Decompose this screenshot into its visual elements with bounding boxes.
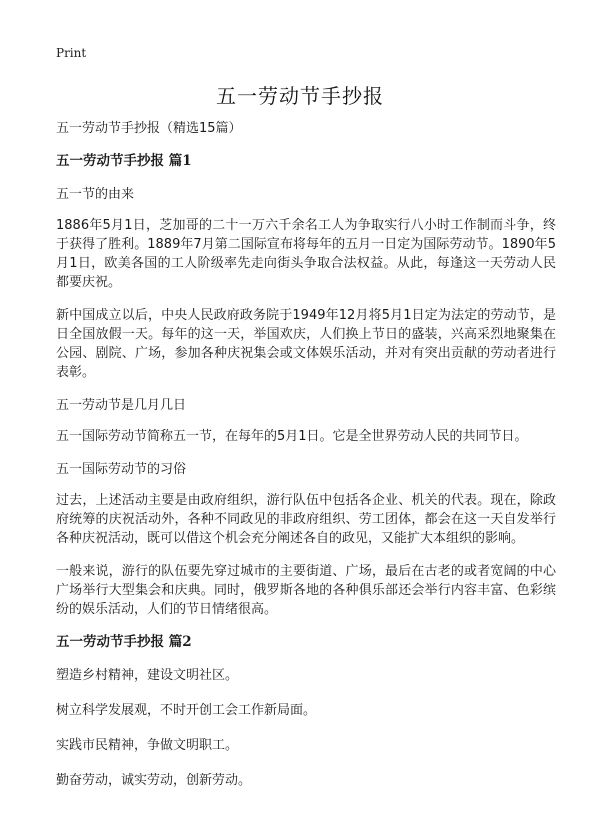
section-heading-number: 篇1 <box>168 153 192 169</box>
section-heading-number: 篇2 <box>168 634 192 650</box>
page-title: 五一劳动节手抄报 <box>216 84 384 108</box>
paragraph-date: 五一国际劳动节简称五一节，在每年的5月1日。它是全世界劳动人民的共同节日。 <box>56 429 528 444</box>
subheading-custom: 五一国际劳动节的习俗 <box>56 462 187 477</box>
section-heading-text: 五一劳动节手抄报 <box>56 634 169 650</box>
subheading-origin: 五一节的由来 <box>56 187 135 202</box>
article-body <box>56 119 556 806</box>
paragraph-origin-2: 新中国成立以后，中央人民政府政务院于1949年12月将5月1日定为法定的劳动节，是日全国放假一天。每年的这一天，举国欢庆，人们换上节日的盛装，兴高采烈地聚集在公园、剧院、广场，参加各种庆祝集会或文体娱乐活动，并对有突出贡献的劳动者进行表彰。 <box>56 308 556 380</box>
slogan-item: 塑造乡村精神，建设文明社区。 <box>56 668 239 683</box>
print-link[interactable]: Print <box>56 46 87 60</box>
paragraph-custom-1: 过去，上述活动主要是由政府组织，游行队伍中包括各企业、机关的代表。现在，除政府统筹的庆祝活动外，各种不同政见的非政府组织、劳工团体，都会在这一天自发举行各种庆祝活动，既可以借这个机会充分阐述各自的政见，又能扩大本组织的影响。 <box>56 493 556 546</box>
section-heading-text: 五一劳动节手抄报 <box>56 153 169 169</box>
section-heading-2 <box>56 633 556 652</box>
subheading-date: 五一劳动节是几月几日 <box>56 398 187 413</box>
slogan-item: 勤奋劳动，诚实劳动，创新劳动。 <box>56 773 252 788</box>
section-heading-1 <box>56 152 556 171</box>
paragraph-origin-1: 1886年5月1日，芝加哥的二十一万六千余名工人为争取实行八小时工作制而斗争，终于获得了胜利。1889年7月第二国际宣布将每年的五月一日定为国际劳动节。1890年5月1日，欧美各国的工人阶级率先走向街头争取合法权益。从此，每逢这一天劳动人民都要庆祝。 <box>56 218 556 290</box>
paragraph-custom-2: 一般来说，游行的队伍要先穿过城市的主要街道、广场，最后在古老的或者宽阔的中心广场举行大型集会和庆典。同时，俄罗斯各地的各种俱乐部还会举行内容丰富、色彩缤纷的娱乐活动，人们的节日情绪很高。 <box>56 564 556 617</box>
slogan-item: 树立科学发展观，不时开创工会工作新局面。 <box>56 703 317 718</box>
slogan-item: 实践市民精神，争做文明职工。 <box>56 738 239 753</box>
article-subtitle: 五一劳动节手抄报（精选15篇） <box>56 121 242 136</box>
